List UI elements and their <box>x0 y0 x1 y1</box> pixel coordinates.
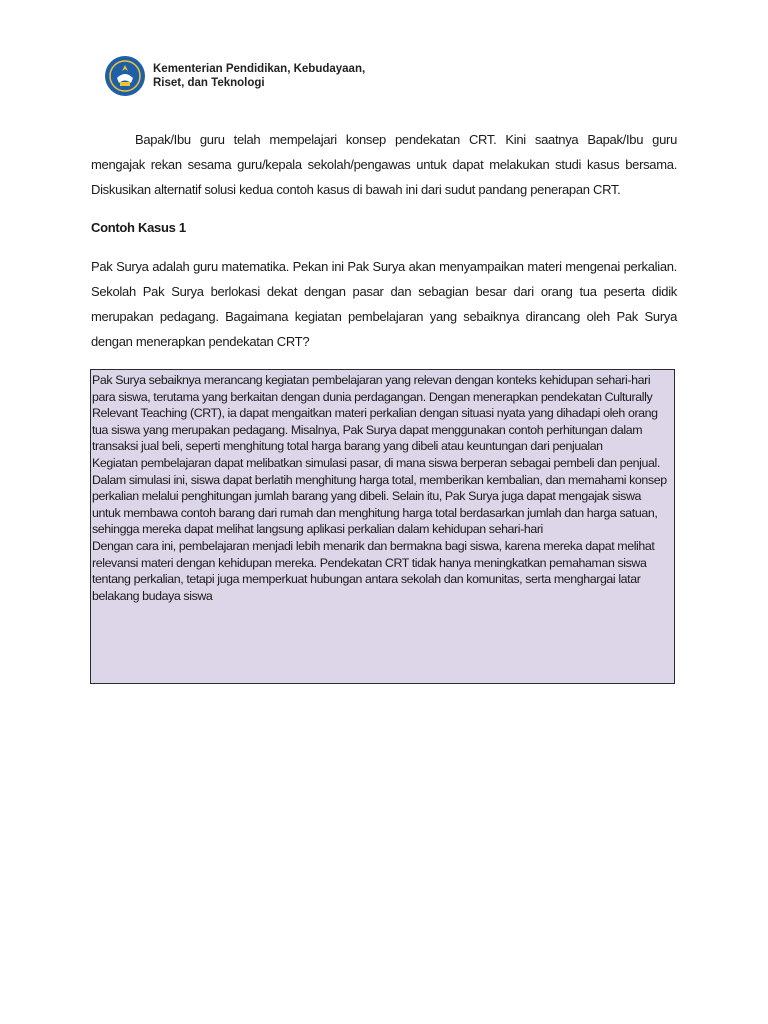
case-1-answer-textbox[interactable] <box>90 369 675 684</box>
answer-paragraph-3: Dengan cara ini, pembelajaran menjadi lebih menarik dan bermakna bagi siswa, karena mereka dapat melihat relevansi materi dengan kehidupan mereka. Pendekatan CRT tidak hanya meningkatkan pemahaman siswa tentang perkalian, tetapi juga memperkuat hubungan antara sekolah dan komunitas, serta menghargai latar belakang budaya siswa <box>92 538 655 603</box>
ministry-name-line2: Riset, dan Teknologi <box>153 77 265 89</box>
tut-wuri-handayani-logo <box>105 56 145 96</box>
document-header <box>105 56 365 96</box>
case-1-title: Contoh Kasus 1 <box>91 220 186 235</box>
document-body <box>91 127 677 354</box>
case-1-description: Pak Surya adalah guru matematika. Pekan ini Pak Surya akan menyampaikan materi mengenai perkalian. Sekolah Pak Surya berlokasi dekat dengan pasar dan sebagian besar dari orang tua peserta didik merupakan pedagang. Bagaimana kegiatan pembelajaran yang sebaiknya dirancang oleh Pak Surya dengan menerapkan pendekatan CRT? <box>91 259 677 349</box>
ministry-name <box>153 62 365 90</box>
intro-paragraph: Bapak/Ibu guru telah mempelajari konsep pendekatan CRT. Kini saatnya Bapak/Ibu guru mengajak rekan sesama guru/kepala sekolah/pengawas untuk dapat melakukan studi kasus bersama. Diskusikan alternatif solusi kedua contoh kasus di bawah ini dari sudut pandang penerapan CRT. <box>91 132 677 197</box>
answer-paragraph-2: Kegiatan pembelajaran dapat melibatkan simulasi pasar, di mana siswa berperan sebagai pembeli dan penjual. Dalam simulasi ini, siswa dapat berlatih menghitung harga total, memberikan kembalian, dan memahami konsep perkalian melalui penghitungan jumlah barang yang dibeli. Selain itu, Pak Surya juga dapat mengajak siswa untuk membawa contoh barang dari rumah dan menghitung harga total berdasarkan jumlah dan harga satuan, sehingga mereka dapat melihat langsung aplikasi perkalian dalam kehidupan sehari-hari <box>92 455 667 537</box>
ministry-name-line1: Kementerian Pendidikan, Kebudayaan, <box>153 63 366 75</box>
answer-paragraph-1: Pak Surya sebaiknya merancang kegiatan pembelajaran yang relevan dengan konteks kehidupan sehari-hari para siswa, terutama yang berkaitan dengan dunia perdagangan. Dengan menerapkan pendekatan Culturally Relevant Teaching (CRT), ia dapat mengaitkan materi perkalian dengan situasi nyata yang dihadapi oleh orang tua siswa yang merupakan pedagang. Misalnya, Pak Surya dapat menggunakan contoh perhitungan dalam transaksi jual beli, seperti menghitung total harga barang yang dibeli atau keuntungan dari penjualan <box>92 373 658 454</box>
